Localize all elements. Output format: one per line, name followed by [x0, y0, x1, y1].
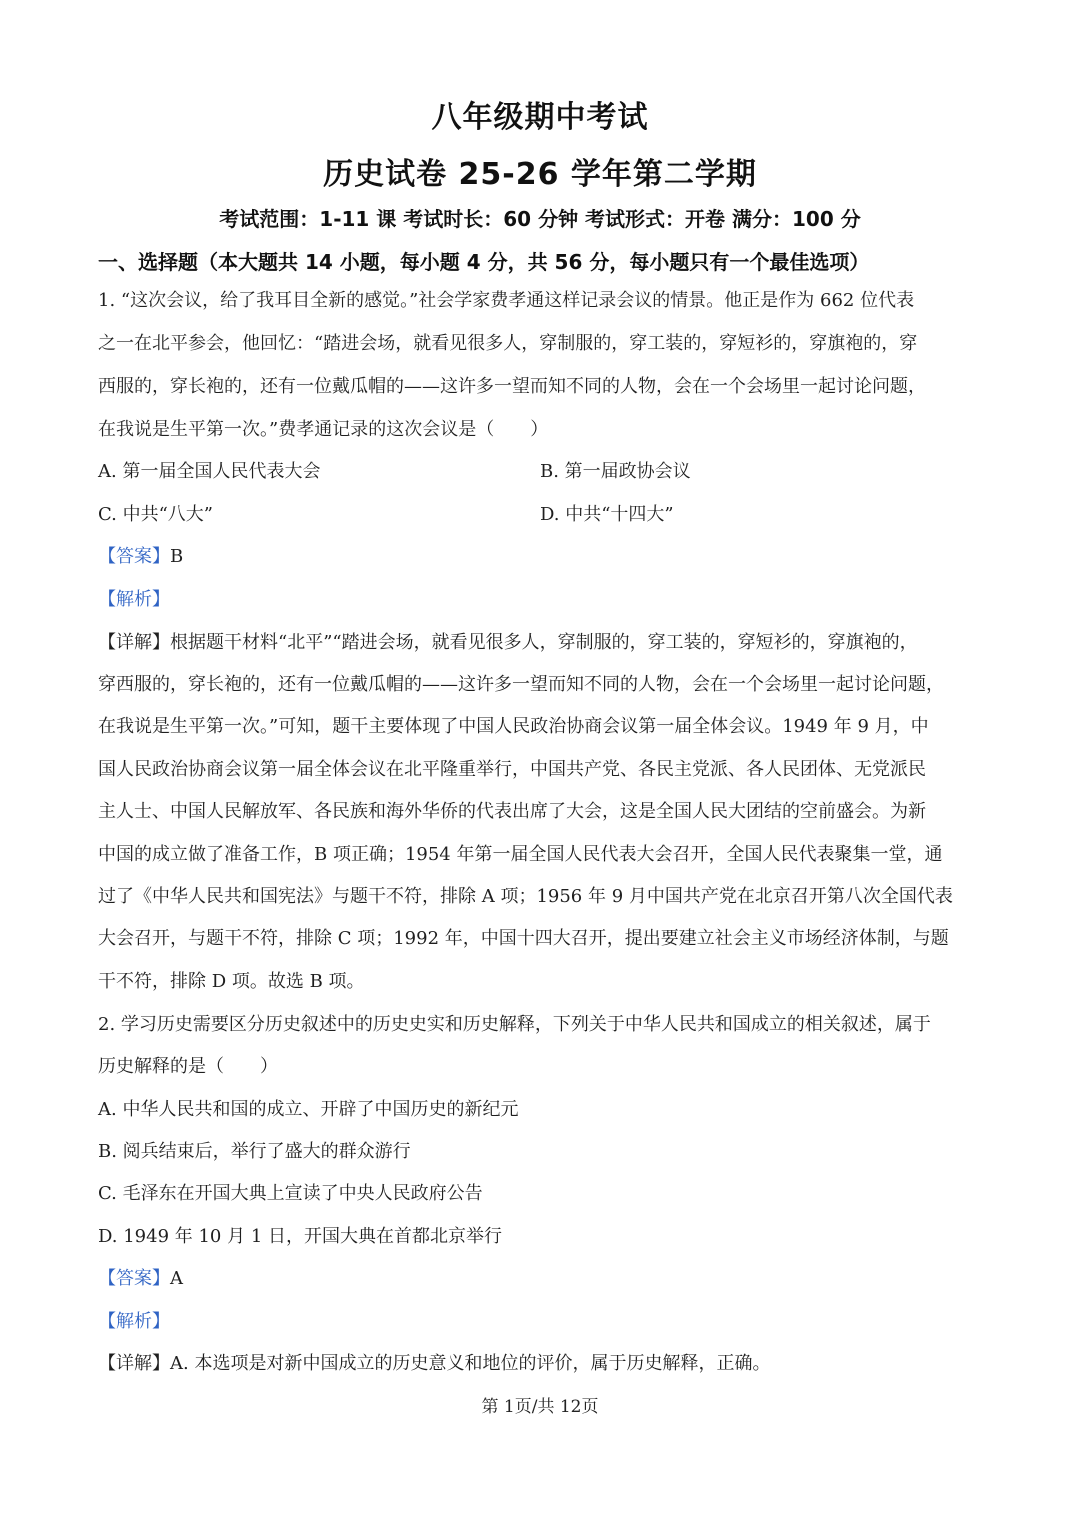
- answer-tag: 【答案】: [98, 546, 170, 567]
- q2-option-c: C. 毛泽东在开国大典上宣读了中央人民政府公告: [98, 1183, 483, 1204]
- section-title: 一、选择题（本大题共 14 小题，每小题 4 分，共 56 分，每小题只有一个最佳选项）: [98, 250, 870, 274]
- analysis-tag: 【解析】: [98, 1311, 170, 1332]
- q1-option-c: C. 中共“八大”: [98, 504, 213, 525]
- exam-subtitle: 历史试卷 25-26 学年第二学期: [323, 157, 757, 192]
- q1-detail-line: 大会召开，与题干不符，排除 C 项；1992 年，中国十四大召开，提出要建立社会主义市场经济体制，与题: [98, 928, 949, 949]
- q1-detail-line: 过了《中华人民共和国宪法》与题干不符，排除 A 项；1956 年 9 月中国共产党在北京召开第八次全国代表: [98, 886, 953, 907]
- q1-answer: [98, 544, 183, 570]
- q1-detail-line: 主人士、中国人民解放军、各民族和海外华侨的代表出席了大会，这是全国人民大团结的空前盛会。为新: [98, 801, 926, 822]
- exam-title: 八年级期中考试: [431, 100, 649, 135]
- q2-answer: [98, 1266, 183, 1292]
- q1-detail-line: 穿西服的，穿长袍的，还有一位戴瓜帽的——这许多一望而知不同的人物，会在一个会场里一起讨论问题，: [98, 674, 944, 695]
- q2-stem-line: 2. 学习历史需要区分历史叙述中的历史史实和历史解释，下列关于中华人民共和国成立的相关叙述，属于: [98, 1014, 931, 1035]
- q1-analysis: [98, 587, 170, 613]
- answer-value: B: [170, 546, 184, 567]
- q1-option-d: D. 中共“十四大”: [540, 504, 674, 525]
- detail-tag: 【详解】: [98, 1353, 170, 1374]
- q1-stem-line: 在我说是生平第一次。”费孝通记录的这次会议是（ ）: [98, 419, 549, 440]
- q1-detail-line: 在我说是生平第一次。”可知，题干主要体现了中国人民政治协商会议第一届全体会议。1949 年 9 月，中: [98, 716, 929, 737]
- analysis-tag: 【解析】: [98, 589, 170, 610]
- q2-option-a: A. 中华人民共和国的成立、开辟了中国历史的新纪元: [98, 1099, 519, 1120]
- detail-tag: 【详解】: [98, 632, 170, 653]
- q2-stem-line: 历史解释的是（ ）: [98, 1056, 278, 1077]
- q1-option-b: B. 第一届政协会议: [540, 461, 691, 482]
- answer-tag: 【答案】: [98, 1268, 170, 1289]
- q2-option-b: B. 阅兵结束后，举行了盛大的群众游行: [98, 1141, 411, 1162]
- answer-value: A: [170, 1268, 183, 1289]
- q2-detail-line: 【详解】A. 本选项是对新中国成立的历史意义和地位的评价，属于历史解释，正确。: [98, 1353, 771, 1374]
- q1-option-a: A. 第一届全国人民代表大会: [98, 461, 321, 482]
- q1-detail-line: 国人民政治协商会议第一届全体会议在北平隆重举行，中国共产党、各民主党派、各人民团体、无党派民: [98, 759, 926, 780]
- q2-analysis: [98, 1309, 170, 1335]
- q1-detail-line: 中国的成立做了准备工作，B 项正确；1954 年第一届全国人民代表大会召开，全国人民代表聚集一堂，通: [98, 844, 943, 865]
- page-number: 第 1页/共 12页: [481, 1397, 599, 1417]
- q1-stem-line: 西服的，穿长袍的，还有一位戴瓜帽的——这许多一望而知不同的人物，会在一个会场里一起讨论问题，: [98, 376, 926, 397]
- exam-info: 考试范围：1-11 课 考试时长：60 分钟 考试形式：开卷 满分：100 分: [219, 207, 861, 231]
- q1-stem-line: 1. “这次会议，给了我耳目全新的感觉。”社会学家费孝通这样记录会议的情景。他正是作为 662 位代表: [98, 290, 915, 311]
- q1-stem-line: 之一在北平参会，他回忆：“踏进会场，就看见很多人，穿制服的，穿工装的，穿短衫的，穿旗袍的，穿: [98, 333, 918, 354]
- q1-detail-line: 【详解】根据题干材料“北平”“踏进会场，就看见很多人，穿制服的，穿工装的，穿短衫的，穿旗袍的，: [98, 632, 918, 653]
- q2-option-d: D. 1949 年 10 月 1 日，开国大典在首都北京举行: [98, 1226, 503, 1247]
- q1-detail-line: 干不符，排除 D 项。故选 B 项。: [98, 971, 365, 992]
